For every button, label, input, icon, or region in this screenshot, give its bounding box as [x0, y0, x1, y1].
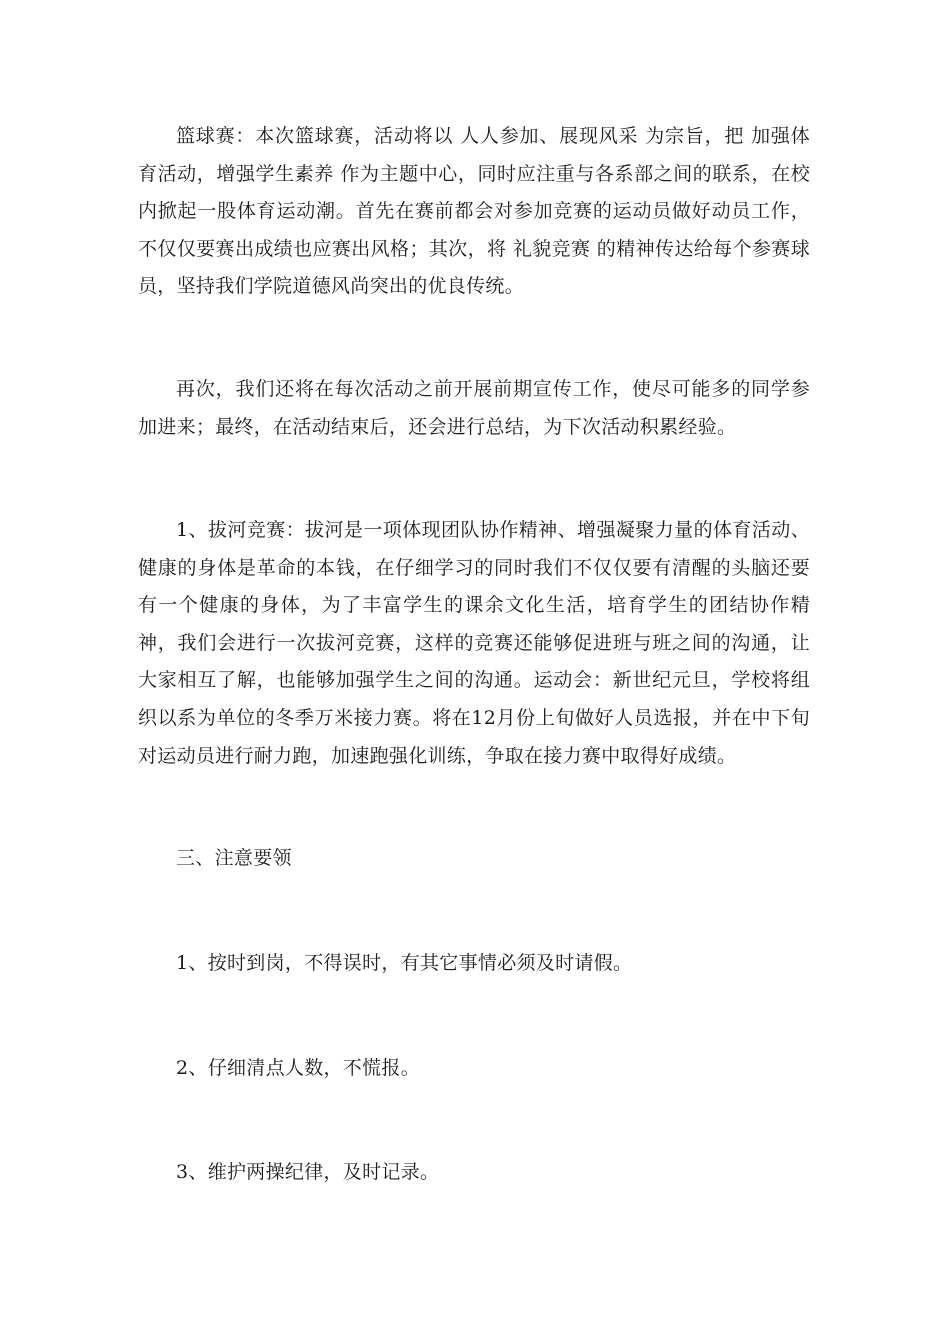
section-heading-notes: 三、注意要领	[176, 847, 292, 869]
list-item-3: 3、维护两操纪律，及时记录。	[176, 1161, 440, 1183]
paragraph-tug-of-war: 1、拔河竞赛：拔河是一项体现团队协作精神、增强凝聚力量的体育活动、健康的身体是革命的本钱，在仔细学习的同时我们不仅仅要有清醒的头脑还要有一个健康的身体，为了丰富学生的课余文化生活，培育学生的团结协作精神，我们会进行一次拔河竞赛，这样的竞赛还能够促进班与班之间的沟通，让大家相互了解，也能够加强学生之间的沟通。运动会：新世纪元旦，学校将组织以系为单位的冬季万米接力赛。将在12月份上旬做好人员选报，并在中下旬对运动员进行耐力跑，加速跑强化训练，争取在接力赛中取得好成绩。	[138, 519, 810, 767]
paragraph-basketball: 篮球赛：本次篮球赛，活动将以 人人参加、展现风采 为宗旨，把 加强体育活动，增强学生素养 作为主题中心，同时应注重与各系部之间的联系，在校内掀起一股体育运动潮。首先在赛前都会对参加竞赛的运动员做好动员工作，不仅仅要赛出成绩也应赛出风格；其次，将 礼貌竞赛 的精神传达给每个参赛球员，坚持我们学院道德风尚突出的优良传统。	[138, 125, 810, 298]
paragraph-publicity: 再次，我们还将在每次活动之前开展前期宣传工作，使尽可能多的同学参加进来；最终，在活动结束后，还会进行总结，为下次活动积累经验。	[138, 378, 810, 438]
list-item-2: 2、仔细清点人数，不慌报。	[176, 1057, 420, 1079]
list-item-1: 1、按时到岗，不得误时，有其它事情必须及时请假。	[176, 952, 633, 974]
